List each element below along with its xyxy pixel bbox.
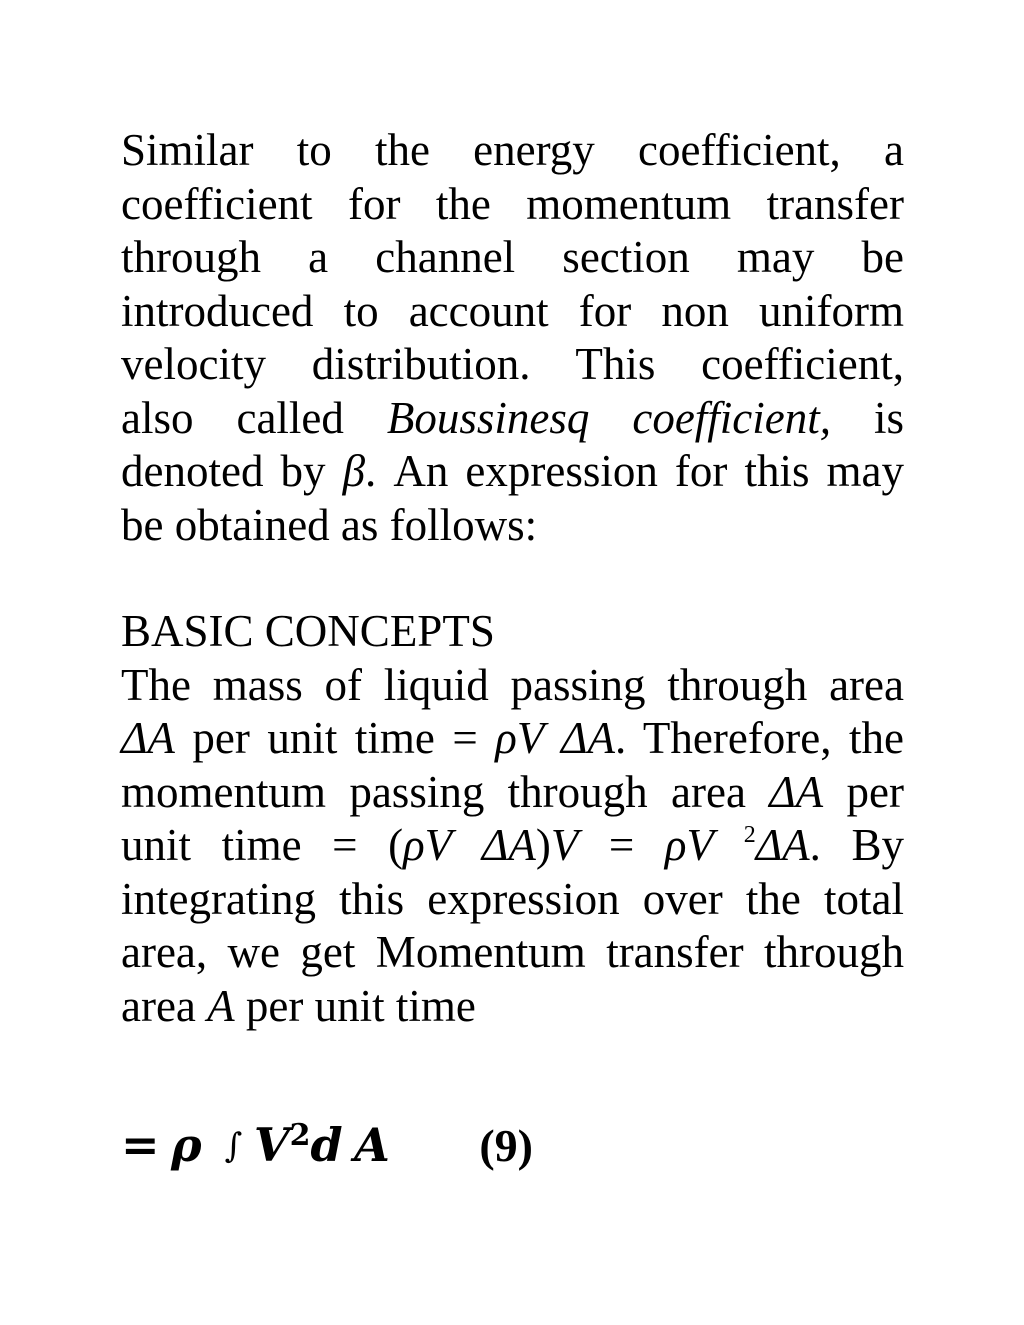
equation-9 bbox=[121, 1115, 533, 1176]
text-line: The mass of liquid passing through area bbox=[121, 659, 904, 710]
text-line: be obtained as follows: bbox=[121, 499, 538, 550]
text-fragment: ) bbox=[535, 820, 551, 870]
area-symbol: A bbox=[354, 1118, 390, 1172]
integral-symbol: ∫ bbox=[224, 1126, 243, 1166]
math-term: V bbox=[550, 820, 579, 870]
math-term: ΔA bbox=[755, 820, 810, 870]
text-line: velocity distribution. This coefficient, bbox=[121, 339, 904, 389]
paragraph-boussinesq-intro bbox=[121, 124, 904, 552]
text-fragment: per unit time = bbox=[174, 713, 496, 763]
text-line bbox=[121, 819, 904, 873]
text-fragment: per bbox=[823, 766, 904, 817]
text-line: coefficient for the momentum transfer bbox=[121, 178, 904, 229]
differential-d: d bbox=[310, 1118, 343, 1172]
text-fragment: = bbox=[578, 820, 665, 870]
text-line: introduced to account for non uniform bbox=[121, 285, 904, 336]
equals-sign: = bbox=[121, 1118, 160, 1172]
velocity-symbol: V bbox=[253, 1118, 290, 1172]
section-heading: BASIC CONCEPTS bbox=[121, 606, 495, 656]
text-line bbox=[121, 712, 904, 766]
math-term: ρV ΔA bbox=[495, 713, 615, 763]
superscript: 2 bbox=[743, 822, 756, 848]
text-fragment: unit time = ( bbox=[121, 820, 404, 870]
rho-symbol: ρ bbox=[171, 1118, 202, 1172]
math-term: ΔA bbox=[769, 766, 824, 817]
text-line: integrating this expression over the total bbox=[121, 873, 904, 924]
text-fragment: momentum passing through area bbox=[121, 766, 770, 817]
text-line: Similar to the energy coefficient, a bbox=[121, 125, 904, 175]
text-line bbox=[121, 980, 904, 1034]
text-fragment: area bbox=[121, 980, 208, 1031]
text-fragment: . Therefore, the bbox=[614, 713, 904, 763]
equation-number: (9) bbox=[479, 1120, 533, 1171]
math-term: ρV bbox=[664, 820, 744, 870]
math-term: ρV ΔA bbox=[403, 820, 536, 870]
text-line bbox=[121, 392, 904, 446]
beta-symbol: β bbox=[342, 446, 366, 496]
math-term: A bbox=[207, 980, 235, 1031]
italic-term: Boussinesq coefficient, bbox=[386, 392, 832, 443]
document-page bbox=[121, 124, 904, 1033]
text-line bbox=[121, 445, 904, 499]
text-fragment: also called bbox=[121, 392, 344, 443]
text-fragment: per unit time bbox=[234, 980, 476, 1031]
text-fragment: denoted by bbox=[121, 446, 326, 496]
text-line: through a channel section may be bbox=[121, 232, 904, 282]
paragraph-momentum bbox=[121, 659, 904, 1034]
text-fragment: is bbox=[874, 392, 905, 443]
exponent: 2 bbox=[289, 1118, 311, 1153]
text-fragment: . An expression for this may bbox=[365, 446, 905, 496]
text-line bbox=[121, 766, 904, 820]
text-line: area, we get Momentum transfer through bbox=[121, 927, 904, 977]
text-fragment: . By bbox=[809, 820, 904, 870]
math-term: ΔA bbox=[121, 713, 175, 763]
